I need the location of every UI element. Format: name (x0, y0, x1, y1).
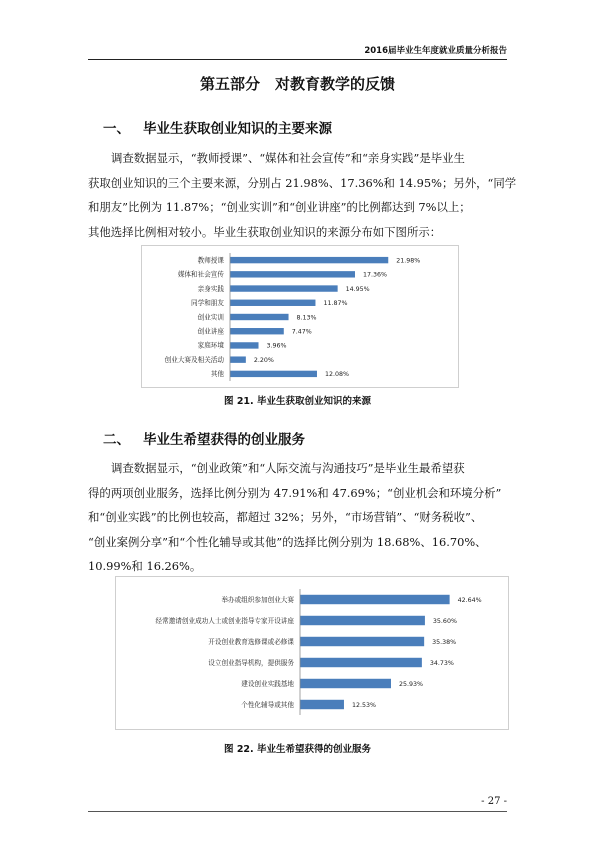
running-header: 2016届毕业生年度就业质量分析报告 (364, 46, 507, 56)
chart-2 (115, 576, 509, 730)
data-label: 34.73% (429, 659, 454, 667)
bar (300, 700, 344, 709)
category-label: 创业讲座 (197, 327, 224, 336)
category-label: 亲身实践 (197, 284, 224, 293)
data-label: 12.08% (324, 371, 349, 379)
paragraph-line: 得的两项创业服务，选择比例分别为 47.91%和 47.69%；“创业机会和环境分析” (88, 485, 502, 500)
category-label: 经常邀请创业成功人士或创业指导专家开设讲座 (155, 616, 294, 625)
data-label: 21.98% (396, 257, 421, 265)
paragraph-line: 获取创业知识的三个主要来源，分别占 21.98%、17.36%和 14.95%；另外，“同学 (88, 175, 517, 190)
figure-caption-2: 图 22. 毕业生希望获得的创业服务 (224, 744, 371, 755)
header-rule (88, 59, 507, 60)
part-title: 第五部分 对教育教学的反馈 (199, 75, 395, 93)
bar (300, 595, 450, 604)
data-label: 3.96% (266, 342, 287, 350)
chart-1-svg (142, 246, 458, 387)
chart-2-svg (116, 577, 508, 729)
bar (230, 285, 338, 291)
footer-rule (88, 811, 507, 812)
section-number: 二、 (103, 432, 130, 448)
category-label: 设立创业指导机构，提供服务 (208, 658, 294, 667)
paragraph-line: 和“创业实践”的比例也较高，都超过 32%；另外，“市场营销”、“财务税收”、 (88, 510, 483, 524)
figure-caption-1: 图 21. 毕业生获取创业知识的来源 (224, 396, 371, 407)
page-number: - 27 - (481, 796, 507, 807)
section-number: 一、 (103, 121, 130, 137)
bar (230, 328, 284, 334)
data-label: 8.13% (296, 314, 317, 322)
paragraph-line: 调查数据显示，“教师授课”、“媒体和社会宣传”和“亲身实践”是毕业生 (111, 151, 465, 165)
category-label: 创业实训 (197, 313, 224, 322)
bar (300, 637, 424, 646)
category-label: 同学和朋友 (191, 299, 224, 308)
category-label: 创业大赛及相关活动 (164, 355, 224, 364)
paragraph-line: 10.99%和 16.26%。 (88, 559, 202, 573)
category-label: 媒体和社会宣传 (177, 270, 224, 279)
section-title: 毕业生获取创业知识的主要来源 (143, 121, 332, 137)
data-label: 7.47% (291, 328, 312, 336)
category-label: 家庭环境 (197, 341, 224, 350)
bar (300, 616, 425, 625)
data-label: 17.36% (362, 271, 388, 279)
paragraph-line: 和朋友”比例为 11.87%；“创业实训”和“创业讲座”的比例都达到 7%以上； (88, 200, 471, 214)
paragraph-line: 其他选择比例相对较小。毕业生获取创业知识的来源分布如下图所示： (88, 224, 442, 239)
category-label: 建设创业实践基地 (241, 679, 294, 688)
bar (230, 257, 388, 263)
category-label: 开设创业教育选修课或必修课 (208, 637, 294, 646)
bar (230, 356, 246, 362)
bar (230, 271, 355, 277)
category-label: 举办或组织参加创业大赛 (221, 595, 294, 604)
paragraph-2 (88, 456, 518, 579)
section-heading-1 (103, 117, 332, 137)
section-heading-2 (103, 428, 305, 448)
category-label: 其他 (210, 370, 224, 379)
data-label: 42.64% (457, 596, 482, 604)
data-label: 11.87% (323, 300, 348, 308)
data-label: 35.38% (432, 638, 457, 646)
data-label: 12.53% (351, 701, 376, 709)
bar (300, 679, 391, 688)
data-label: 35.60% (432, 617, 457, 625)
section-title: 毕业生希望获得的创业服务 (143, 432, 305, 448)
chart-1 (141, 245, 459, 388)
bar (230, 314, 289, 320)
category-label: 个性化辅导或其他 (241, 700, 294, 709)
data-label: 14.95% (345, 285, 370, 293)
bar (230, 342, 259, 348)
bar (300, 658, 422, 667)
paragraph-1 (88, 146, 518, 244)
paragraph-line: 调查数据显示，“创业政策”和“人际交流与沟通技巧”是毕业生最希望获 (111, 461, 465, 475)
data-label: 2.20% (253, 356, 274, 364)
data-label: 25.93% (398, 680, 424, 688)
paragraph-line: “创业案例分享”和“个性化辅导或其他”的选择比例分别为 18.68%、16.70%、 (88, 534, 487, 549)
category-label: 教师授课 (197, 256, 224, 265)
bar (230, 300, 315, 306)
bar (230, 371, 317, 377)
